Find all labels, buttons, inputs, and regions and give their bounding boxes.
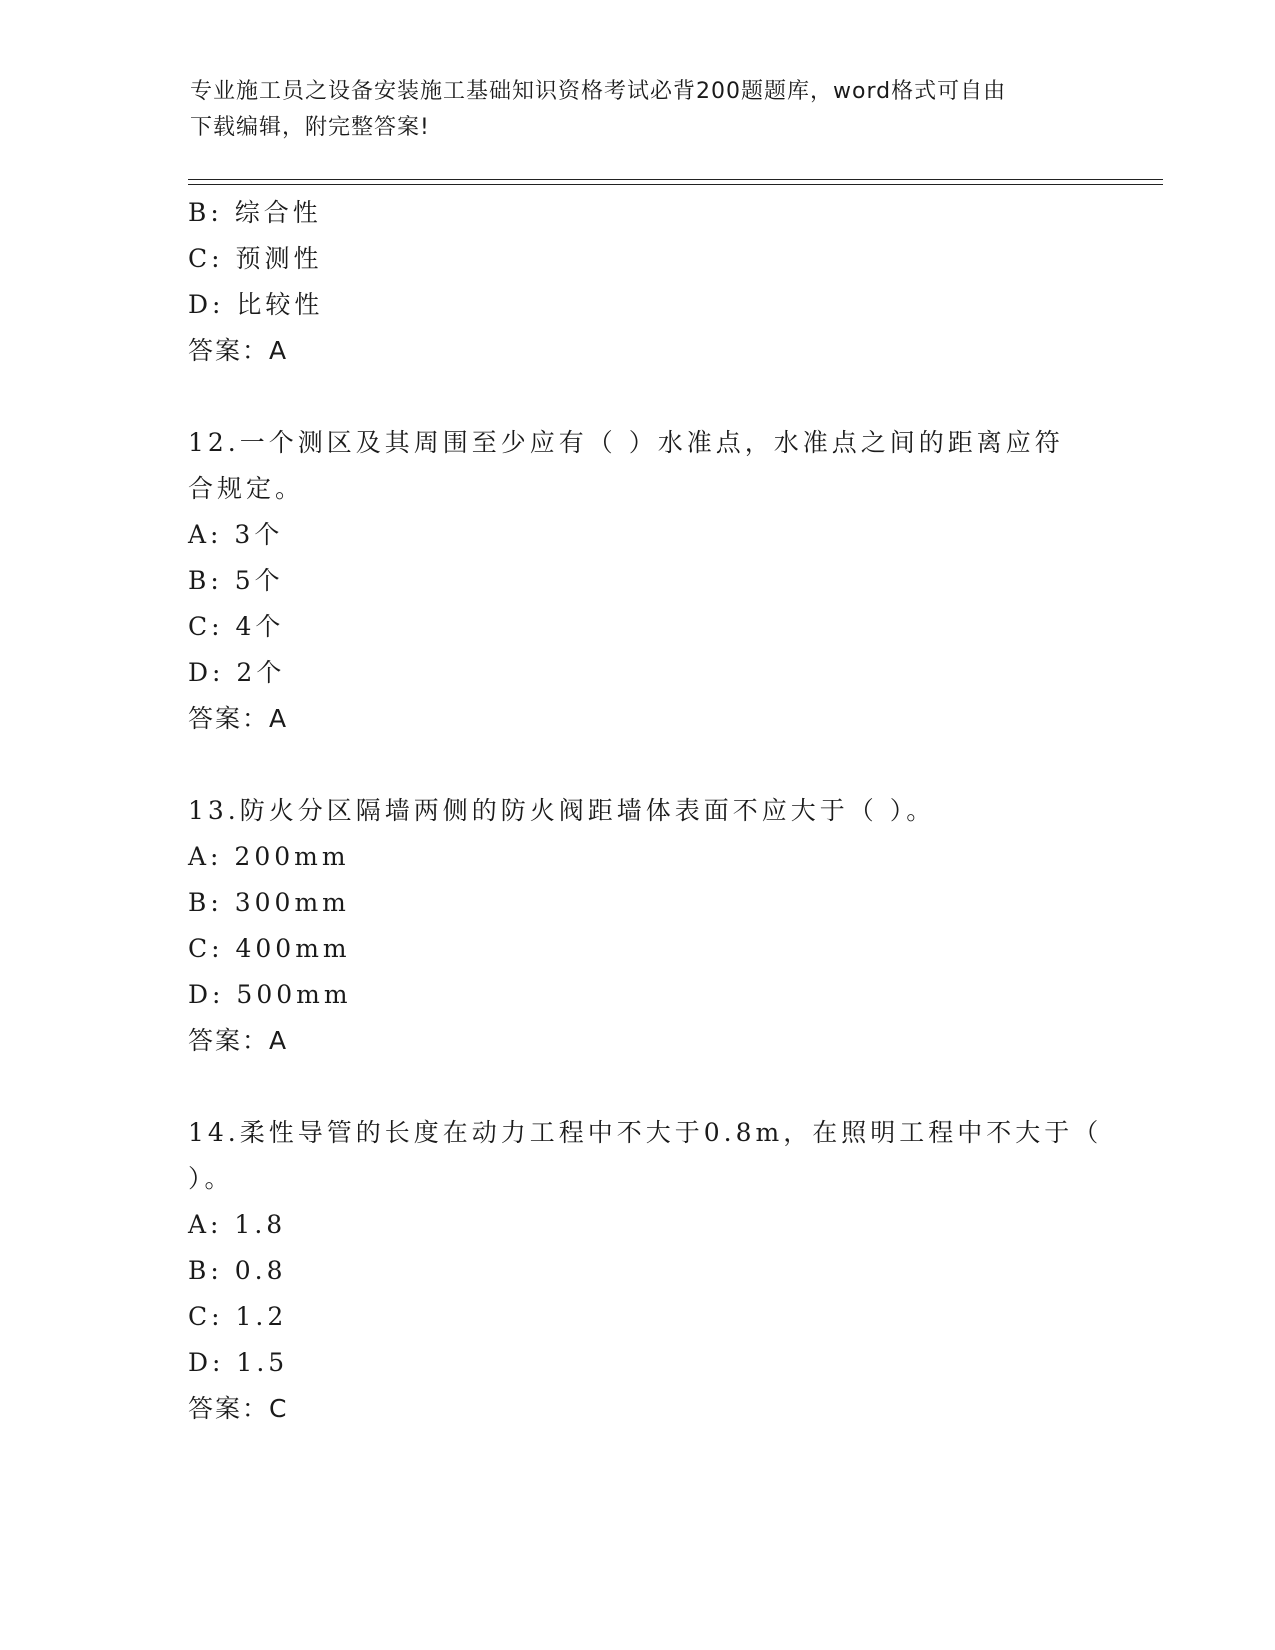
- header-line-2: 下载编辑，附完整答案!: [190, 115, 430, 140]
- question-continued: [188, 190, 1088, 374]
- question-text: 合规定。: [188, 474, 305, 503]
- header-line-1: 专业施工员之设备安装施工基础知识资格考试必背200题题库，word格式可自由: [190, 79, 1007, 104]
- question-text: ）。: [188, 1164, 234, 1193]
- header-divider-bottom: [188, 184, 1163, 185]
- question-text: 12.一个测区及其周围至少应有（ ）水准点，水准点之间的距离应符: [188, 428, 1064, 457]
- question-list: [188, 190, 1103, 1432]
- spacer: [188, 742, 1088, 788]
- option-c: C: 1.2: [188, 1302, 288, 1331]
- option-d: D: 2个: [188, 658, 286, 687]
- option-c: C: 预测性: [188, 244, 323, 273]
- option-b: B: 综合性: [188, 198, 322, 227]
- question-text: 13.防火分区隔墙两侧的防火阀距墙体表面不应大于（ ）。: [188, 796, 936, 825]
- document-header: [190, 74, 1090, 146]
- option-b: B: 300mm: [188, 888, 350, 917]
- header-divider-top: [188, 179, 1163, 180]
- option-c: C: 400mm: [188, 934, 351, 963]
- question-12: [188, 420, 1088, 742]
- question-text: 14.柔性导管的长度在动力工程中不大于0.8m，在照明工程中不大于（: [188, 1118, 1103, 1147]
- option-a: A: 3个: [188, 520, 284, 549]
- question-13: [188, 788, 1088, 1064]
- option-d: D: 1.5: [188, 1348, 289, 1377]
- answer: 答案：C: [188, 1394, 289, 1423]
- answer: 答案：A: [188, 336, 289, 365]
- option-a: A: 200mm: [188, 842, 350, 871]
- option-c: C: 4个: [188, 612, 285, 641]
- option-a: A: 1.8: [188, 1210, 287, 1239]
- option-b: B: 5个: [188, 566, 284, 595]
- answer: 答案：A: [188, 704, 289, 733]
- option-d: D: 比较性: [188, 290, 324, 319]
- spacer: [188, 1064, 1088, 1110]
- question-14: [188, 1110, 1103, 1432]
- option-d: D: 500mm: [188, 980, 352, 1009]
- answer: 答案：A: [188, 1026, 289, 1055]
- option-b: B: 0.8: [188, 1256, 287, 1285]
- spacer: [188, 374, 1088, 420]
